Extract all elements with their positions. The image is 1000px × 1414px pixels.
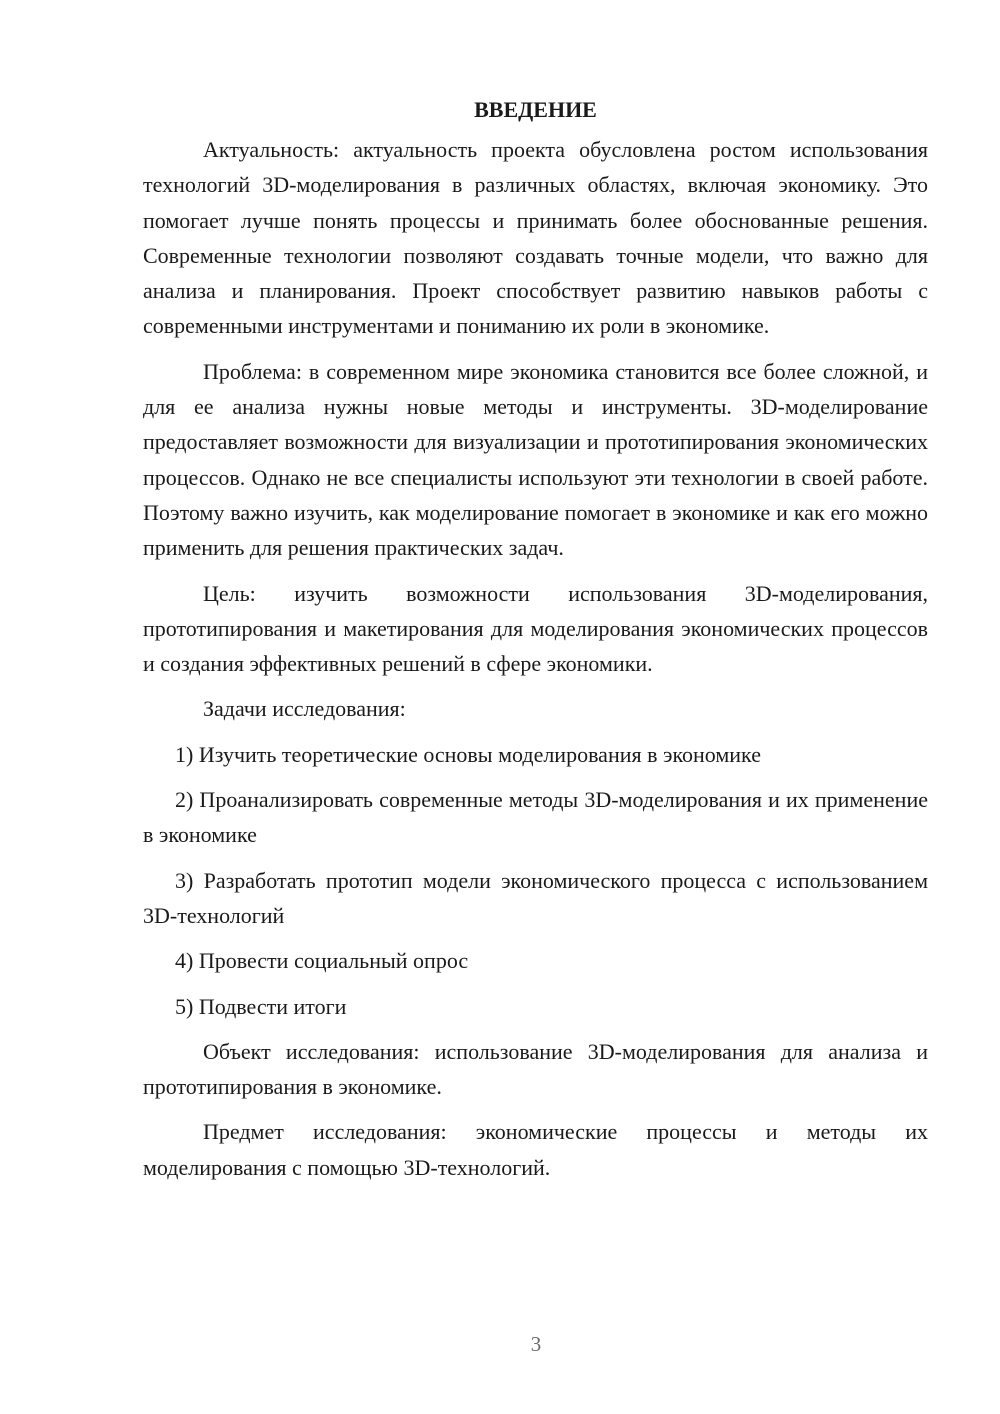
paragraph-relevance: Актуальность: актуальность проекта обусловлена ростом использования технологий 3D-моделирования в различных областях, включая экономику. Это помогает лучше понять процессы и принимать более обоснованные решения. Современные технологии позволяют создавать точные модели, что важно для анализа и планирования. Проект способствует развитию навыков работы с современными инструментами и пониманию их роли в экономике. [143,137,928,339]
paragraph-goal: Цель: изучить возможности использования 3D-моделирования, прототипирования и макетирования для моделирования экономических процессов и создания эффективных решений в сфере экономики. [143,580,928,677]
tasks-heading: Задачи исследования: [203,696,406,722]
task-item-5: 5) Подвести итоги [175,993,347,1019]
paragraph-subject: Предмет исследования: экономические процессы и методы их моделирования с помощью 3D-технологий. [143,1119,928,1180]
task-item-4: 4) Провести социальный опрос [175,948,469,974]
page-number: 3 [530,1332,542,1356]
task-item-3: 3) Разработать прототип модели экономического процесса с использованием 3D-технологий [143,867,928,928]
paragraph-problem: Проблема: в современном мире экономика становится все более сложной, и для ее анализа нужны новые методы и инструменты. 3D-моделирование предоставляет возможности для визуализации и прототипирования экономических процессов. Однако не все специалисты используют эти технологии в своей работе. Поэтому важно изучить, как моделирование помогает в экономике и как его можно применить для решения практических задач. [143,358,928,561]
task-item-2: 2) Проанализировать современные методы 3D-моделирования и их применение в экономике [143,787,928,848]
document-page [143,92,928,1195]
paragraph-object: Объект исследования: использование 3D-моделирования для анализа и прототипирования в экономике. [143,1038,928,1100]
task-item-1: 1) Изучить теоретические основы моделирования в экономике [175,741,761,767]
page-title: ВВЕДЕНИЕ [474,97,597,122]
